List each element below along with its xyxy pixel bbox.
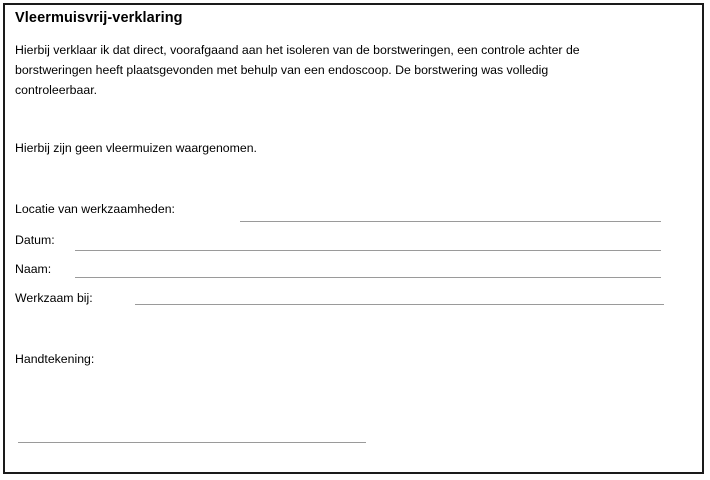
declaration-paragraph [15,40,685,100]
paragraph-line: Hierbij verklaar ik dat direct, voorafgaand aan het isoleren van de borstweringen, een controle achter de [15,43,580,57]
signature-line[interactable] [18,442,366,443]
employer-label: Werkzaam bij: [15,291,93,305]
paragraph-line: controleerbaar. [15,83,98,97]
location-input-line[interactable] [240,221,661,222]
name-input-line[interactable] [75,277,661,278]
paragraph-line: borstweringen heeft plaatsgevonden met behulp van een endoscoop. De borstwering was volledig [15,63,549,77]
no-bats-statement: Hierbij zijn geen vleermuizen waargenomen. [15,141,257,155]
document-title: Vleermuisvrij-verklaring [15,10,183,26]
location-label: Locatie van werkzaamheden: [15,202,175,216]
employer-input-line[interactable] [135,304,664,305]
signature-label: Handtekening: [15,352,95,366]
name-label: Naam: [15,262,52,276]
date-label: Datum: [15,233,55,247]
date-input-line[interactable] [75,250,661,251]
